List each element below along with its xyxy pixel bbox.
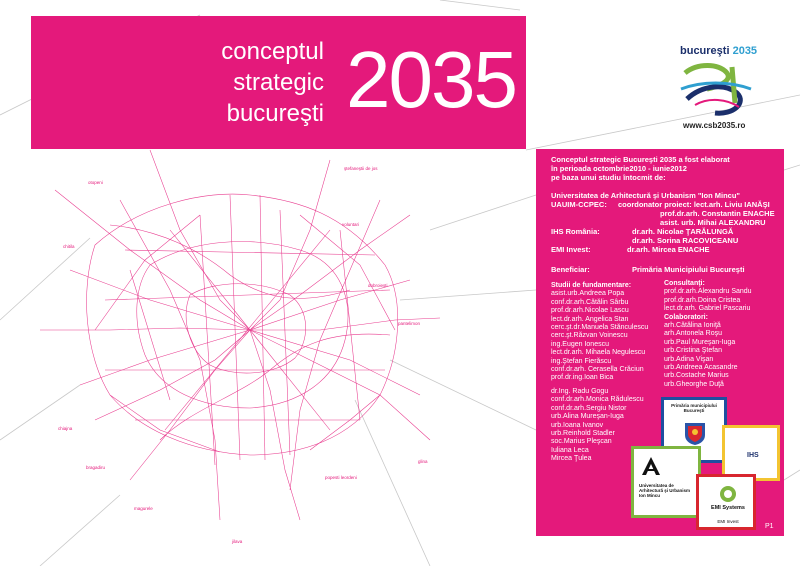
uauim-line: asist. urb. Mihai ALEXANDRU bbox=[660, 218, 766, 227]
intro-line: Conceptul strategic Bucureşti 2035 a fost elaborat bbox=[551, 155, 730, 164]
studies-item: conf.dr.arh.Cătălin Sârbu bbox=[551, 298, 629, 306]
studies-item: urb.Alina Mureşan-Iuga bbox=[551, 413, 624, 421]
map-label: dobroiesti bbox=[368, 283, 388, 288]
map-label: glina bbox=[418, 459, 428, 464]
ihs-line: dr.arh. Sorina RACOVICEANU bbox=[632, 236, 739, 245]
map-label: pantelimon bbox=[398, 321, 421, 326]
uauim-logo bbox=[631, 446, 701, 518]
studies-item: ing.Ştefan Fierăscu bbox=[551, 357, 612, 365]
studies-item: ing.Eugen Ionescu bbox=[551, 340, 609, 348]
studies-title: Studii de fundamentare: bbox=[551, 282, 632, 289]
credits-panel bbox=[536, 149, 784, 536]
collaborator-item: urb.Costache Marius bbox=[664, 372, 729, 380]
primaria-logo-text: Primăria municipiului Bucureşti bbox=[671, 403, 717, 413]
coat-of-arms-icon bbox=[682, 420, 708, 446]
emi-mark-icon bbox=[719, 485, 737, 503]
ihs-label: IHS România: bbox=[551, 227, 600, 236]
emi-label: EMI Invest: bbox=[551, 245, 591, 254]
map-label: popesti leordeni bbox=[325, 475, 357, 480]
intro-line: pe baza unui studiu întocmit de: bbox=[551, 173, 666, 182]
banner-word: strategic bbox=[233, 69, 324, 96]
collaborator-item: urb.Cristina Ştefan bbox=[664, 347, 722, 355]
ihs-line: dr.arh. Nicolae ŢARĂLUNGĂ bbox=[632, 227, 734, 236]
studies-item: conf.dr.arh. Cerasella Crăciun bbox=[551, 366, 644, 374]
collaborators-title: Colaboratori: bbox=[664, 313, 708, 321]
collaborator-item: urb.Andreea Acasandre bbox=[664, 364, 738, 372]
beneficiary-name: Primăria Municipiului Bucureşti bbox=[632, 265, 745, 274]
banner-word: bucureşti bbox=[226, 100, 324, 127]
map-label: ştefaneştii de jos bbox=[344, 166, 378, 171]
uauim-logo-text: Universitatea de Arhitectură şi Urbanism Ion Mincu bbox=[639, 483, 691, 499]
studies-item: Mircea Ţulea bbox=[551, 455, 592, 463]
studies-item: urb.Ioana Ivanov bbox=[551, 421, 604, 429]
map-label: magurele bbox=[134, 506, 153, 511]
logo-title bbox=[680, 45, 757, 57]
ihs-logo bbox=[722, 425, 780, 481]
map-label: bragadiru bbox=[86, 465, 106, 470]
map-label: otopeni bbox=[88, 180, 103, 185]
logo-graphic-icon bbox=[677, 59, 757, 119]
page-number: P1 bbox=[765, 523, 774, 530]
studies-item: prof.dr.arh.Nicolae Lascu bbox=[551, 307, 629, 315]
studies-item: prof.dr.ing.Ioan Bica bbox=[551, 374, 614, 382]
uauim-line: coordonator proiect: lect.arh. Liviu IANĂŞI bbox=[618, 200, 770, 209]
collaborator-item: urb.Gheorghe Duţă bbox=[664, 380, 724, 388]
collaborator-item: arh.Cătălina Ioniţă bbox=[664, 322, 721, 330]
studies-item: cerc.şt.Răzvan Voinescu bbox=[551, 332, 628, 340]
logo-url: www.csb2035.ro bbox=[683, 121, 746, 130]
university-emblem-icon bbox=[640, 455, 662, 477]
university-name: Universitatea de Arhitectură şi Urbanism "Ion Mincu" bbox=[551, 191, 740, 200]
beneficiary-label: Beneficiar: bbox=[551, 265, 590, 274]
banner-year: 2035 bbox=[346, 35, 516, 124]
uauim-line: prof.dr.arh. Constantin ENACHE bbox=[660, 209, 775, 218]
studies-item: lect.dr.arh. Mihaela Negulescu bbox=[551, 349, 646, 357]
consultant-item: prof.dr.arh.Alexandru Sandu bbox=[664, 288, 752, 296]
collaborator-item: urb.Adina Vişan bbox=[664, 355, 714, 363]
emi-logo-text: EMI Systems bbox=[711, 505, 745, 511]
uauim-label: UAUIM-CCPEC: bbox=[551, 200, 607, 209]
map-label: chitila bbox=[63, 244, 75, 249]
csb-logo bbox=[655, 45, 777, 133]
emi-logo bbox=[696, 474, 756, 530]
ihs-logo-text: IHS bbox=[747, 452, 759, 459]
consultants-title: Consultanţi: bbox=[664, 280, 705, 287]
studies-item: lect.dr.arh. Angelica Stan bbox=[551, 315, 629, 323]
consultant-item: lect.dr.arh. Gabriel Pascariu bbox=[664, 305, 751, 313]
studies-item: asist.urb.Andreea Popa bbox=[551, 290, 625, 298]
studies-item: dr.Ing. Radu Gogu bbox=[551, 387, 609, 395]
studies-item: conf.dr.arh.Sergiu Nistor bbox=[551, 404, 627, 412]
intro-line: în perioada octombrie2010 - iunie2012 bbox=[551, 164, 687, 173]
studies-item: cerc.şt.dr.Manuela Stănculescu bbox=[551, 324, 649, 332]
studies-item: soc.Marius Pleşcan bbox=[551, 438, 612, 446]
map-label: voluntari bbox=[342, 222, 360, 227]
title-banner bbox=[31, 16, 526, 149]
banner-word: conceptul bbox=[221, 38, 324, 65]
map-label: chiajna bbox=[58, 426, 73, 431]
banner-words bbox=[221, 36, 324, 129]
logo-year: 2035 bbox=[732, 45, 758, 57]
logo-title-text: bucureşti bbox=[680, 45, 730, 57]
consultant-item: prof.dr.arh.Doina Cristea bbox=[664, 296, 741, 304]
collaborator-item: arh.Antonela Roşu bbox=[664, 330, 722, 338]
emi-invest-text: EMI Invest bbox=[717, 519, 739, 524]
studies-item: Iuliana Leca bbox=[551, 446, 589, 454]
map-label: jilava bbox=[232, 539, 243, 544]
studies-item: conf.dr.arh.Monica Rădulescu bbox=[551, 396, 644, 404]
emi-line: dr.arh. Mircea ENACHE bbox=[627, 245, 710, 254]
studies-column bbox=[551, 282, 648, 464]
studies-item: urb.Reinhold Stadler bbox=[551, 429, 615, 437]
collaborator-item: urb.Paul Mureşan-Iuga bbox=[664, 338, 736, 346]
consultants-column bbox=[664, 280, 752, 389]
